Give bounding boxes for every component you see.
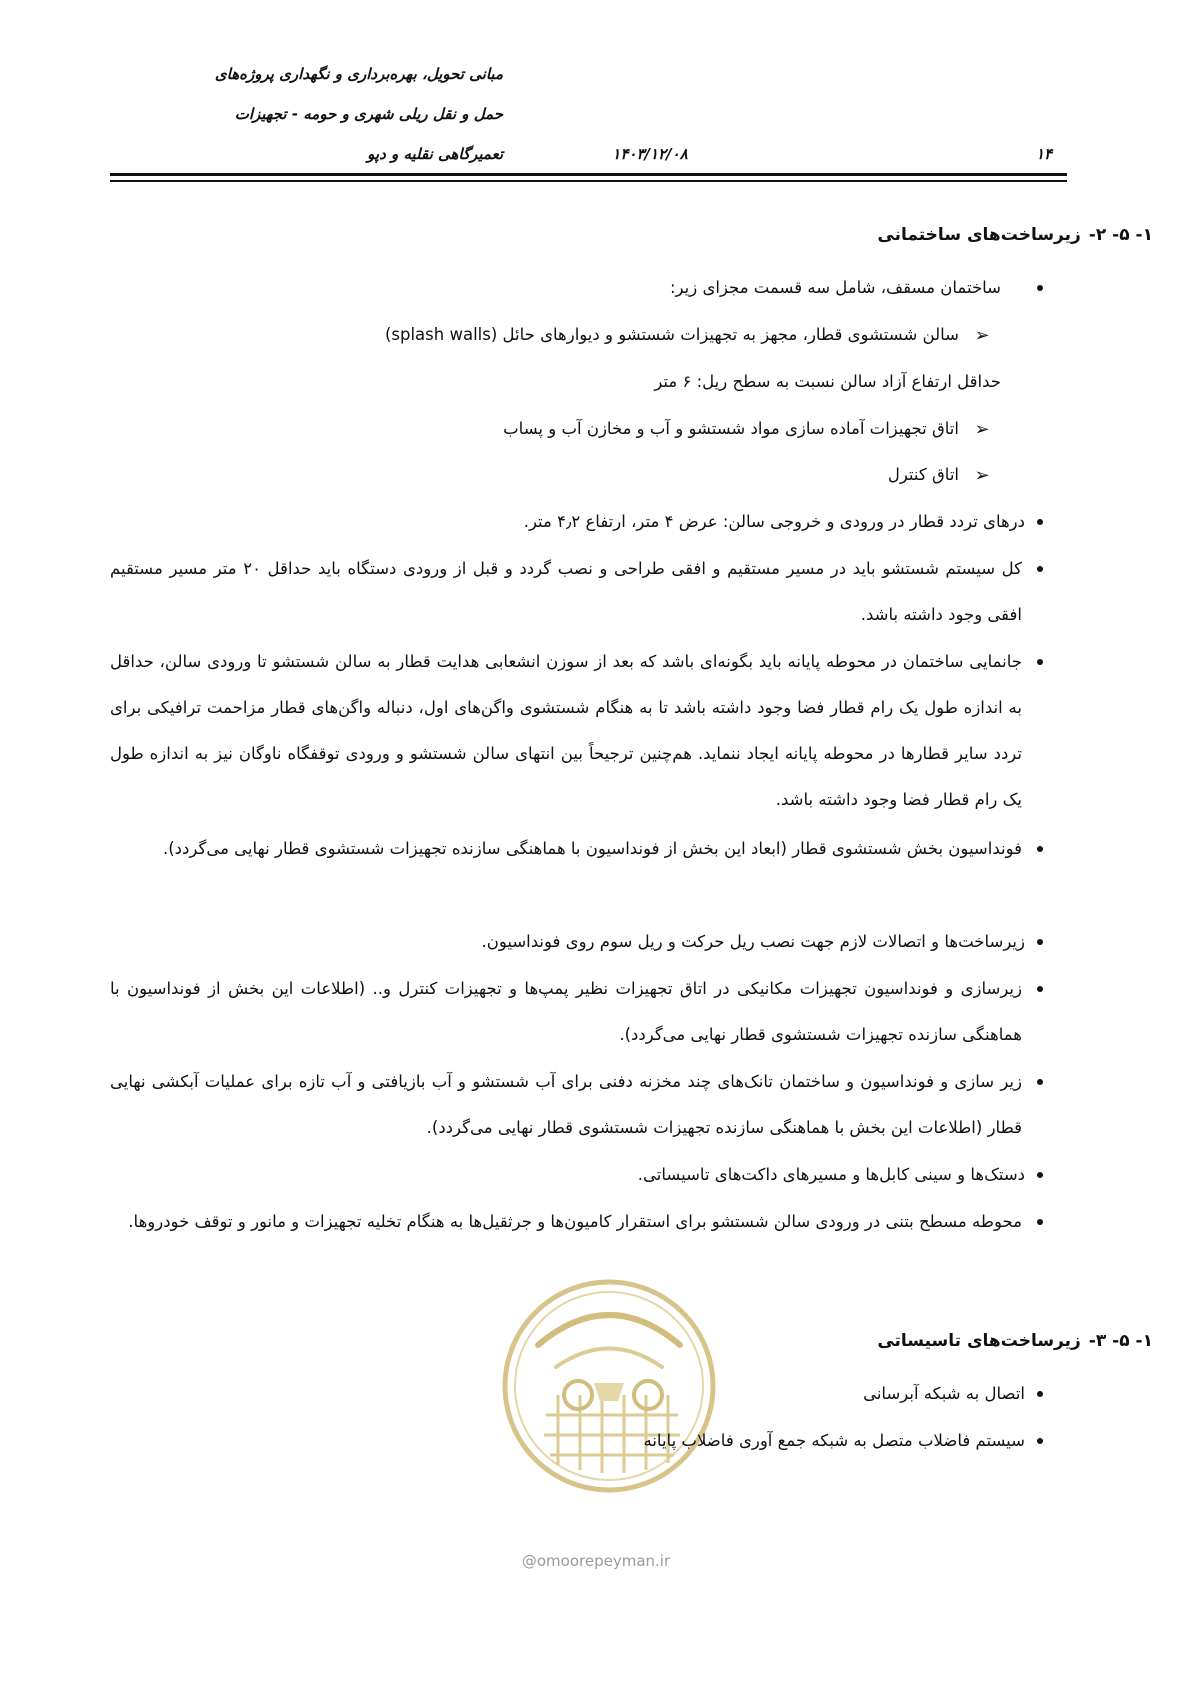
list-item: کل سیستم شستشو باید در مسیر مستقیم و افقی طراحی و نصب گردد و قبل از ورودی دستگاه باید حداقل ۲۰ متر مسیر مستقیم افقی وجود داشته باشد.: [110, 559, 1022, 624]
bullet-icon: [1034, 1435, 1046, 1447]
stamp-url: @omoorepeyman.ir: [521, 1552, 671, 1570]
list-item: ساختمان مسقف، شامل سه قسمت مجزای زیر:: [669, 278, 1001, 297]
arrow-bullet-icon: ➢: [974, 325, 990, 346]
list-item: سیستم فاضلاب متصل به شبکه جمع آوری فاضلاب پایانه: [643, 1431, 1025, 1450]
sub-list-item: اتاق تجهیزات آماده سازی مواد شستشو و آب و مخازن آب و پساب: [503, 419, 959, 438]
list-item: دستک‌ها و سینی کابل‌ها و مسیرهای داکت‌های تاسیساتی.: [637, 1165, 1025, 1184]
header-rule-thick: [110, 173, 1067, 176]
list-item: محوطه مسطح بتنی در ورودی سالن شستشو برای استقرار کامیون‌ها و جرثقیل‌ها به هنگام تخلیه تجهیزات و مانور و توقف خودروها.: [128, 1212, 1022, 1231]
sub-list-item: اتاق کنترل: [887, 465, 959, 484]
list-item: زیرساخت‌ها و اتصالات لازم جهت نصب ریل حرکت و ریل سوم روی فونداسیون.: [481, 932, 1025, 951]
arrow-bullet-icon: ➢: [974, 465, 990, 486]
bullet-icon: [1034, 1169, 1046, 1181]
section-title: زیرساخت‌های تاسیساتی: [877, 1331, 1081, 1351]
list-item: اتصال به شبکه آبرسانی: [863, 1384, 1025, 1403]
document-title-line-2: حمل و نقل ریلی شهری و حومه - تجهیزات: [234, 105, 503, 123]
section-title: زیرساخت‌های ساختمانی: [877, 225, 1081, 245]
bullet-icon: [1034, 516, 1046, 528]
document-date: ۱۴۰۳/۱۲/۰۸: [612, 145, 688, 163]
section-heading-building-infrastructure: [553, 223, 1153, 247]
bullet-icon: [1034, 843, 1046, 855]
page-number: ۱۴: [1035, 145, 1053, 163]
bullet-icon: [1034, 1216, 1046, 1228]
header-rule-thin: [110, 180, 1067, 182]
sub-list-item: سالن شستشوی قطار، مجهز به تجهیزات شستشو و دیوارهای حائل (splash walls): [384, 325, 959, 344]
bullet-icon: [1034, 656, 1046, 668]
bullet-icon: [1034, 936, 1046, 948]
document-title-line-1: مبانی تحویل، بهره‌برداری و نگهداری پروژه‌های: [214, 65, 503, 83]
section-number: ۱- ۵- ۲-: [1088, 225, 1153, 245]
arrow-bullet-icon: ➢: [974, 419, 990, 440]
document-title-line-3: تعمیرگاهی نقلیه و دپو: [367, 145, 503, 163]
list-item: زیر سازی و فونداسیون و ساختمان تانک‌های چند مخزنه دفنی برای آب شستشو و آب بازیافتی و آب تازه برای عملیات آبکشی نهایی قطار (اطلاعات این بخش با هماهنگی سازنده تجهیزات شستشوی قطار نهایی می‌گردد).: [110, 1072, 1022, 1137]
list-item: فونداسیون بخش شستشوی قطار (ابعاد این بخش از فونداسیون با هماهنگی سازنده تجهیزات شستشوی قطار نهایی می‌گردد).: [163, 839, 1022, 858]
section-number: ۱- ۵- ۳-: [1088, 1331, 1153, 1351]
bullet-icon: [1034, 1388, 1046, 1400]
bullet-icon: [1034, 1076, 1046, 1088]
list-item: زیرسازی و فونداسیون تجهیزات مکانیکی در اتاق تجهیزات نظیر پمپ‌ها و تجهیزات کنترل و.. (اطلاعات این بخش از فونداسیون با هماهنگی سازنده تجهیزات شستشوی قطار نهایی می‌گردد).: [110, 979, 1022, 1044]
bullet-icon: [1034, 282, 1046, 294]
bullet-icon: [1034, 563, 1046, 575]
list-item: درهای تردد قطار در ورودی و خروجی سالن: عرض ۴ متر، ارتفاع ۴٫۲ متر.: [523, 512, 1025, 531]
bullet-icon: [1034, 983, 1046, 995]
list-item: جانمایی ساختمان در محوطه پایانه باید بگونه‌ای باشد که بعد از سوزن انشعابی هدایت قطار به سالن شستشو تا ورودی سالن، حداقل به اندازه طول یک رام قطار فضا وجود داشته باشد تا به هنگام شستشوی واگن‌های اول، دنباله واگن‌های قطار مزاحمت ترافیکی برای تردد سایر قطارها در محوطه پایانه ایجاد ننماید. هم‌چنین ترجیحاً بین انتهای سالن شستشو و ورودی توقفگاه ناوگان نیز به اندازه طول یک رام قطار فضا وجود داشته باشد.: [110, 652, 1022, 809]
sub-list-note: حداقل ارتفاع آزاد سالن نسبت به سطح ریل: ۶ متر: [654, 372, 1001, 391]
